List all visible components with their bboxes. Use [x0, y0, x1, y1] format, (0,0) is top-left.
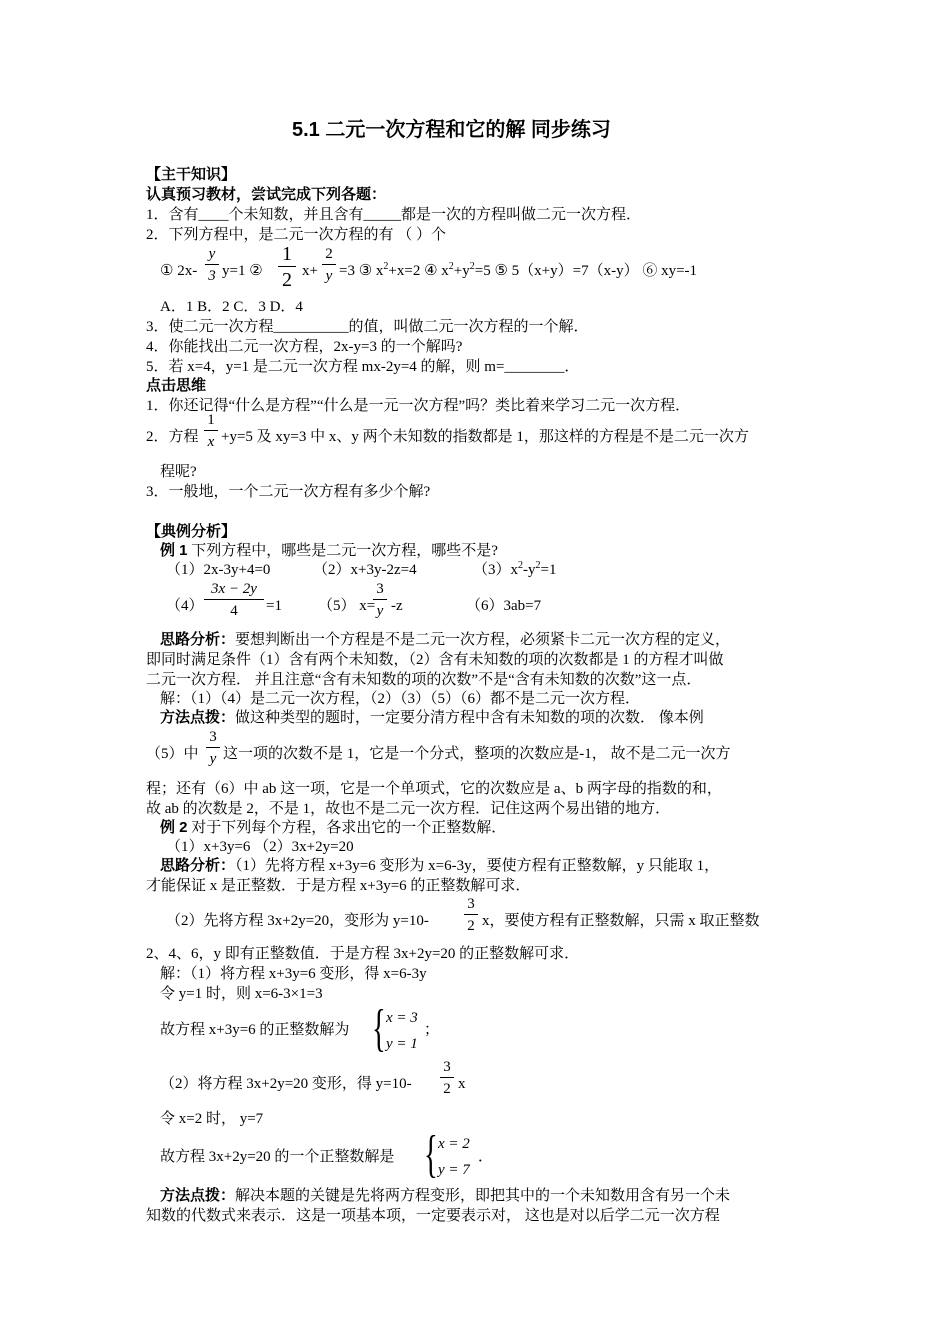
method-1-line-1: [160, 709, 704, 727]
example-1-item-3-b: -y: [523, 562, 536, 578]
method-2-label: 方法点拨：: [160, 1187, 236, 1204]
page-title: 5.1 二元一次方程和它的解 同步练习: [292, 119, 611, 141]
analysis-2-line-3-pre: （2）先将方程 3x+2y=20，变形为 y=10-: [166, 913, 429, 929]
question-5: 5．若 x=4，y=1 是二元一次方程 mx-2y=4 的解，则 m=________．: [146, 359, 580, 375]
fraction-denominator: y: [325, 268, 333, 284]
thinking-point-2-post: +y=5 及 xy=3 中 x、y 两个未知数的指数都是 1，那这样的方程是不是二元一次方: [221, 429, 749, 445]
method-2-line-2: 知数的代数式来表示．这是一项基本项，一定要表示对， 这也是对以后学二元一次方程: [146, 1208, 720, 1224]
analysis-2-fraction: [464, 896, 478, 934]
analysis-2-line-1: [160, 857, 719, 875]
fraction-numerator: 1: [204, 412, 218, 431]
example-1-item-4-post: =1: [266, 598, 282, 614]
example-1-item-3: [473, 561, 556, 579]
method-2-line-1: [160, 1187, 730, 1205]
analysis-1-line-1: [160, 631, 730, 649]
q2-option-1-fraction: [205, 246, 219, 284]
solution-2-line-6-post: ．: [478, 1149, 494, 1165]
thinking-point-2-fraction: [204, 412, 218, 450]
example-1-item-5-post: -z: [391, 598, 403, 614]
superscript: 2: [518, 560, 524, 571]
q2-option-1-post: y=1 ②: [222, 263, 263, 279]
system-1-eq-1: x = 3: [386, 1010, 418, 1026]
section-heading-main-knowledge: 【主干知识】: [146, 166, 237, 183]
example-2-text: 对于下列每个方程，各求出它的一个正整数解．: [187, 820, 507, 836]
fraction-denominator: 4: [230, 603, 238, 619]
analysis-2-line-2: 才能保证 x 是正整数．于是方程 x+3y=6 的正整数解可求．: [146, 878, 531, 894]
solution-2-line-5: 令 x=2 时， y=7: [160, 1111, 264, 1127]
q2-option-1-pre: ① 2x-: [160, 263, 198, 279]
analysis-2-line-4: 2、4、6，y 即有正整数值．于是方程 3x+2y=20 的正整数解可求．: [146, 946, 580, 962]
analysis-2-line-3-post: x，要使方程有正整数解，只需 x 取正整数: [482, 913, 760, 929]
q2-option-2-mid: x+: [302, 263, 318, 279]
q2-option-2-fraction-half: [278, 244, 296, 290]
q2-option-3-rest: +x=2 ④ x: [388, 263, 449, 279]
system-brace-2: {: [424, 1126, 438, 1183]
fraction-denominator: 3: [208, 268, 216, 284]
question-2: 2．下列方程中，是二元一次方程的有 （ ）个: [146, 227, 447, 243]
analysis-1-text-1: 要想判断出一个方程是不是二元一次方程，必须紧卡二元一次方程的定义，: [235, 632, 731, 648]
solution-2-line-6-pre: 故方程 3x+2y=20 的一个正整数解是: [160, 1149, 395, 1165]
analysis-2-label: 思路分析：: [160, 857, 236, 874]
system-1-eq-2: y = 1: [386, 1036, 418, 1052]
section-heading-thinking: 点击思维: [146, 377, 207, 394]
system-2-eq-2: y = 7: [438, 1162, 470, 1178]
fraction-denominator: x: [207, 434, 215, 450]
superscript: 2: [535, 560, 541, 571]
example-1-item-5-label: （5） x=: [318, 598, 376, 614]
method-1-line-3: 程；还有（6）中 ab 这一项，它是一个单项式，它的次数应是 a、b 两字母的指数的和，: [146, 781, 722, 797]
q2-option-2-post: =3 ③ x: [339, 263, 384, 279]
question-3: 3．使二元一次方程__________的值，叫做二元一次方程的一个解．: [146, 319, 589, 335]
analysis-1-line-2: 即同时满足条件（1）含有两个未知数，（2）含有未知数的项的次数都是 1 的方程才叫做: [146, 652, 724, 668]
fraction-numerator: 3: [440, 1059, 454, 1078]
example-1-label: 例 1: [160, 542, 188, 559]
solution-2-line-4-pre: （2）将方程 3x+2y=20 变形，得 y=10-: [160, 1076, 412, 1092]
fraction-denominator: 2: [467, 918, 475, 934]
fraction-denominator: 2: [443, 1081, 451, 1097]
analysis-2-text-1: （1）先将方程 x+3y=6 变形为 x=6-3y，要使方程有正整数解，y 只能取 1，: [235, 858, 720, 874]
example-1-text: 下列方程中，哪些是二元一次方程，哪些不是?: [187, 543, 498, 559]
fraction-numerator: 3: [206, 729, 220, 748]
analysis-1-label: 思路分析：: [160, 631, 236, 648]
example-1-item-6: （6）3ab=7: [466, 598, 542, 614]
system-2: [438, 1131, 470, 1183]
fraction-numerator: 1: [278, 244, 296, 267]
solution-2-fraction: [440, 1059, 454, 1097]
fraction-denominator: 2: [282, 269, 292, 291]
method-1-label: 方法点拨：: [160, 709, 236, 726]
thinking-point-3: 3．一般地，一个二元一次方程有多少个解?: [146, 484, 431, 500]
method-1-fraction: [206, 729, 220, 767]
system-1: [386, 1005, 418, 1057]
fraction-denominator: y: [376, 603, 384, 619]
example-1-item-3-c: =1: [540, 562, 557, 578]
fraction-numerator: 2: [322, 246, 336, 265]
method-1-line-2-pre: （5）中: [146, 746, 199, 762]
example-2-label: 例 2: [160, 819, 188, 836]
fraction-denominator: y: [209, 751, 217, 767]
section-heading-examples: 【典例分析】: [146, 523, 237, 540]
solution-2-line-4-post: x: [458, 1076, 466, 1092]
example-1-line: [160, 542, 498, 560]
example-1-item-5-fraction: [373, 581, 387, 619]
q2-option-4-post: =5 ⑤ 5（x+y）=7（x-y） ⑥ xy=-1: [474, 263, 698, 279]
system-2-eq-1: x = 2: [438, 1136, 470, 1152]
thinking-point-2-pre: 2．方程: [146, 429, 199, 445]
example-1-item-4-fraction: [204, 581, 264, 619]
q2-option-2-fraction-2y: [322, 246, 336, 284]
section-intro: 认真预习教材，尝试完成下列各题：: [146, 186, 387, 203]
thinking-point-1: 1．你还记得“什么是方程”“什么是一元一次方程”吗？类比着来学习二元一次方程．: [146, 398, 691, 414]
example-1-item-3-a: （3）x: [473, 562, 519, 578]
solution-2-line-2: 令 y=1 时，则 x=6-3×1=3: [160, 986, 323, 1002]
superscript: 2: [448, 261, 454, 272]
q2-option-2-post-and-3: [339, 262, 697, 280]
solution-1: 解：（1）（4）是二元一次方程，（2）（3）（5）（6）都不是二元一次方程．: [160, 691, 641, 707]
solution-2-line-1: 解：（1）将方程 x+3y=6 变形，得 x=6-3y: [160, 966, 427, 982]
thinking-point-2-continued: 程呢?: [160, 464, 197, 480]
method-1-line-2-post: 这一项的次数不是 1，它是一个分式，整项的次数应是-1， 故不是二元一次方: [223, 746, 731, 762]
superscript: 2: [383, 261, 389, 272]
fraction-numerator: 3: [464, 896, 478, 915]
example-1-item-2: （2）x+3y-2z=4: [313, 562, 417, 578]
example-2-line: [160, 819, 506, 837]
question-1: 1．含有____个未知数，并且含有_____都是一次的方程叫做二元一次方程．: [146, 207, 642, 223]
superscript: 2: [469, 261, 475, 272]
solution-2-line-3-pre: 故方程 x+3y=6 的正整数解为: [160, 1022, 350, 1038]
method-1-line-4: 故 ab 的次数是 2，不是 1，故也不是二元一次方程．记住这两个易出错的地方．: [146, 801, 671, 817]
fraction-numerator: y: [205, 246, 219, 265]
solution-2-line-3-post: ；: [424, 1022, 440, 1038]
fraction-numerator: 3x − 2y: [204, 581, 264, 600]
example-1-item-4-label: （4）: [166, 598, 204, 614]
method-1-text-1: 做这种类型的题时，一定要分清方程中含有未知数的项的次数． 像本例: [235, 710, 704, 726]
example-1-item-1: （1）2x-3y+4=0: [166, 562, 271, 578]
q2-choices: A．1 B．2 C．3 D．4: [160, 299, 303, 315]
q2-option-4-mid: +y: [453, 263, 470, 279]
method-2-text-1: 解决本题的关键是先将两方程变形，即把其中的一个未知数用含有另一个未: [235, 1188, 731, 1204]
analysis-1-line-3: 二元一次方程． 并且注意“含有未知数的项的次数”不是“含有未知数的次数”这一点．: [146, 672, 702, 688]
question-4: 4．你能找出二元一次方程，2x-y=3 的一个解吗?: [146, 339, 463, 355]
example-2-items: （1）x+3y=6 （2）3x+2y=20: [166, 839, 354, 855]
fraction-numerator: 3: [373, 581, 387, 600]
system-brace-1: {: [372, 1000, 386, 1057]
